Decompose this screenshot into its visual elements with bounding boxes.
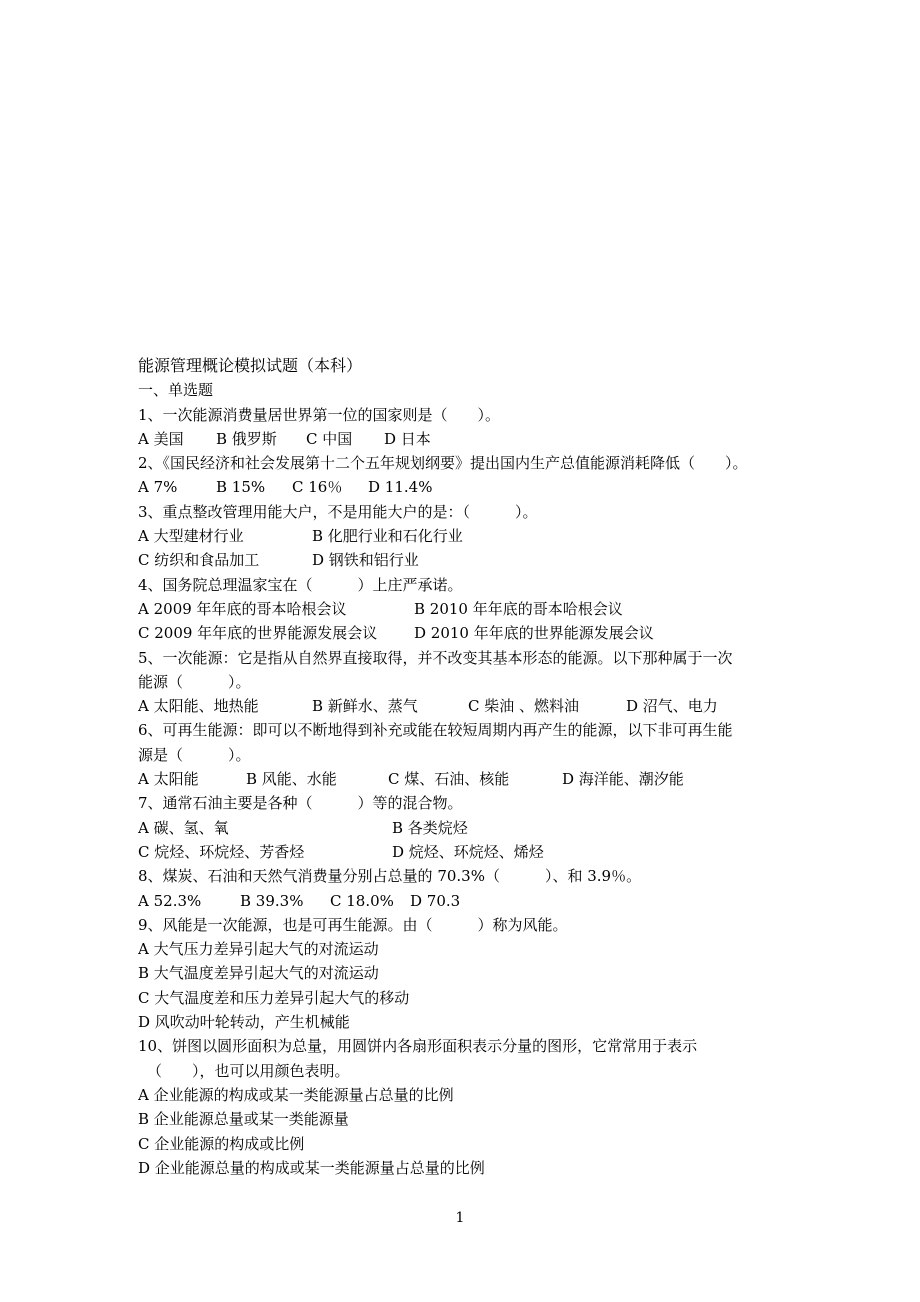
document-title: 能源管理概论模拟试题（本科） <box>138 356 363 375</box>
question-3-options-row2 <box>138 548 788 572</box>
option-a: A 7% <box>138 478 178 497</box>
question-6-options <box>138 767 788 791</box>
question-10-option-b: B 企业能源总量或某一类能源量 <box>138 1110 349 1129</box>
option-a: A 美国 <box>138 429 184 448</box>
option-b: B 各类烷烃 <box>392 818 468 837</box>
option-b: B 39.3% <box>240 891 304 910</box>
question-10-stem-cont: （ ），也可以用颜色表明。 <box>147 1061 350 1080</box>
option-b: B 化肥行业和石化行业 <box>312 527 463 546</box>
option-c: C 柴油 、燃料油 <box>468 697 580 716</box>
question-4-stem: 4、国务院总理温家宝在（ ）上庄严承诺。 <box>138 575 463 594</box>
option-d: D 海洋能、潮汐能 <box>562 770 684 789</box>
option-c: C 2009 年年底的世界能源发展会议 <box>138 624 378 643</box>
question-2-options <box>138 475 788 499</box>
option-d: D 2010 年年底的世界能源发展会议 <box>414 624 654 643</box>
option-b: B 15% <box>216 478 266 497</box>
option-c: C 18.0% <box>330 891 394 910</box>
question-7-stem: 7、通常石油主要是各种（ ）等的混合物。 <box>138 794 463 813</box>
question-9-option-d: D 风吹动叶轮转动，产生机械能 <box>138 1013 350 1032</box>
section-heading: 一、单选题 <box>138 381 214 400</box>
question-7-options-row1 <box>138 816 788 840</box>
question-9-option-c: C 大气温度差和压力差异引起大气的移动 <box>138 988 410 1007</box>
option-b: B 俄罗斯 <box>216 429 277 448</box>
option-c: C 烷烃、环烷烃、芳香烃 <box>138 842 305 861</box>
question-1-options <box>138 427 788 451</box>
question-2-stem: 2、《国民经济和社会发展第十二个五年规划纲要》提出国内生产总值能源消耗降低（ ）。 <box>138 454 748 473</box>
option-d: D 70.3 <box>410 891 461 910</box>
question-4-options-row2 <box>138 621 788 645</box>
option-d: D 烷烃、环烷烃、烯烃 <box>392 842 544 861</box>
option-a: A 太阳能、地热能 <box>138 697 259 716</box>
question-5-stem-cont: 能源（ ）。 <box>138 672 251 691</box>
question-9-stem: 9、风能是一次能源，也是可再生能源。由（ ）称为风能。 <box>138 915 568 934</box>
option-d: D 11.4% <box>368 478 433 497</box>
question-10-option-a: A 企业能源的构成或某一类能源量占总量的比例 <box>138 1085 454 1104</box>
question-10-option-c: C 企业能源的构成或比例 <box>138 1134 305 1153</box>
option-d: D 日本 <box>384 429 431 448</box>
question-7-options-row2 <box>138 840 788 864</box>
option-c: C 煤、石油、核能 <box>388 770 510 789</box>
question-6-stem-cont: 源是（ ）。 <box>138 745 251 764</box>
page-number: 1 <box>455 1210 465 1226</box>
option-a: A 大型建材行业 <box>138 527 244 546</box>
question-9-option-b: B 大气温度差异引起大气的对流运动 <box>138 964 379 983</box>
question-9-option-a: A 大气压力差异引起大气的对流运动 <box>138 940 379 959</box>
question-3-options-row1 <box>138 524 788 548</box>
question-10-stem: 10、饼图以圆形面积为总量，用圆饼内各扇形面积表示分量的图形，它常常用于表示 <box>138 1037 698 1056</box>
option-a: A 太阳能 <box>138 770 199 789</box>
option-a: A 52.3% <box>138 891 202 910</box>
option-c: C 16％ <box>292 478 343 497</box>
option-a: A 2009 年年底的哥本哈根会议 <box>138 599 347 618</box>
question-8-stem: 8、煤炭、石油和天然气消费量分别占总量的 70.3%（ ）、和 3.9％。 <box>138 867 642 886</box>
option-a: A 碳、氢、氧 <box>138 818 229 837</box>
exam-content <box>138 354 788 1180</box>
option-d: D 沼气、电力 <box>626 697 718 716</box>
question-8-options <box>138 889 788 913</box>
option-b: B 风能、水能 <box>246 770 337 789</box>
option-d: D 钢铁和铝行业 <box>312 551 419 570</box>
option-c: C 中国 <box>306 429 353 448</box>
option-b: B 2010 年年底的哥本哈根会议 <box>414 599 623 618</box>
question-1-stem: 1、一次能源消费量居世界第一位的国家则是（ ）。 <box>138 405 501 424</box>
question-5-stem: 5、一次能源：它是指从自然界直接取得，并不改变其基本形态的能源。以下那种属于一次 <box>138 648 733 667</box>
question-10-option-d: D 企业能源总量的构成或某一类能源量占总量的比例 <box>138 1158 485 1177</box>
option-b: B 新鲜水、蒸气 <box>312 697 418 716</box>
question-3-stem: 3、重点整改管理用能大户，不是用能大户的是：（ ）。 <box>138 502 538 521</box>
option-c: C 纺织和食品加工 <box>138 551 260 570</box>
question-5-options <box>138 694 788 718</box>
question-4-options-row1 <box>138 597 788 621</box>
question-6-stem: 6、可再生能源：即可以不断地得到补充或能在较短周期内再产生的能源，以下非可再生能 <box>138 721 733 740</box>
